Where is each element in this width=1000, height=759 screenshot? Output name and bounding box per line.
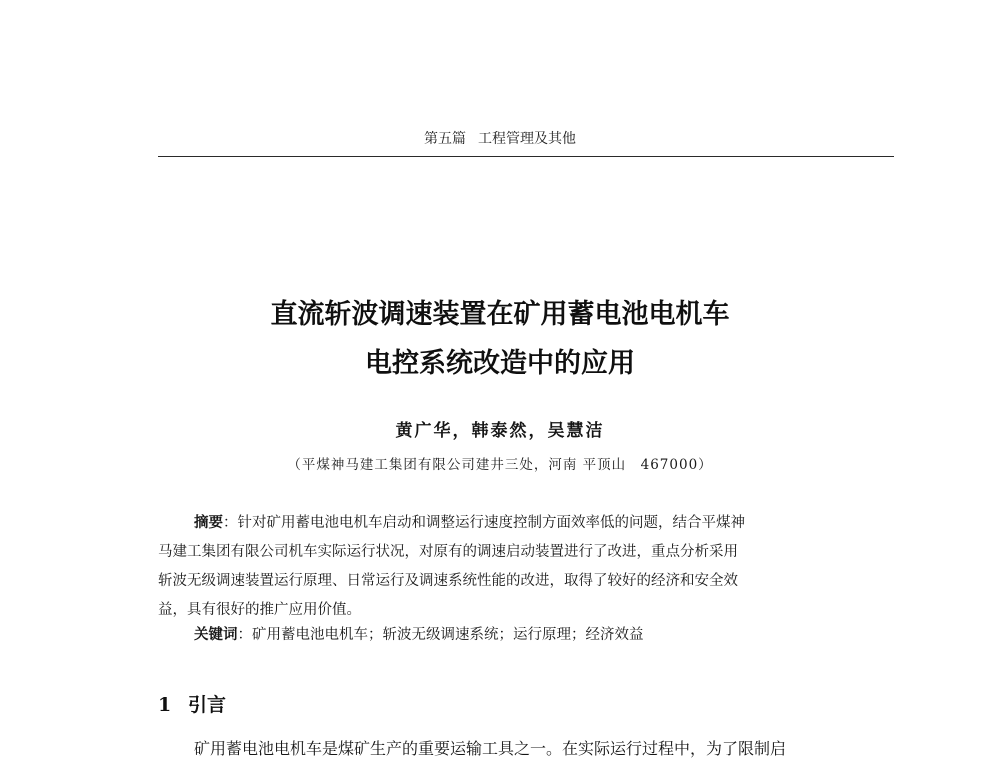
keywords [194,623,644,644]
abstract-line: 马建工集团有限公司机车实际运行状况，对原有的调速启动装置进行了改进，重点分析采用 [158,544,738,560]
keywords-text: ：矿用蓄电池电机车；斩波无级调速系统；运行原理；经济效益 [237,627,644,643]
header-rule [158,156,894,157]
section-title: 引言 [188,694,227,716]
abstract-label: 摘要 [194,515,223,531]
section-heading [158,690,226,717]
abstract-line: 益，具有很好的推广应用价值。 [158,602,361,618]
paper-title-line-2: 电控系统改造中的应用 [365,348,635,379]
body-paragraph: 矿用蓄电池电机车是煤矿生产的重要运输工具之一。在实际运行过程中，为了限制启 [194,739,787,758]
section-number: 1 [158,694,172,716]
abstract-text-1: ：针对矿用蓄电池电机车启动和调整运行速度控制方面效率低的问题，结合平煤神 [223,515,745,531]
author-list: 黄广华，韩泰然，吴慧洁 [395,421,605,441]
keywords-label: 关键词 [194,627,238,643]
running-header [0,128,1000,148]
abstract-line: 斩波无级调速装置运行原理、日常运行及调速系统性能的改进，取得了较好的经济和安全效 [158,573,738,589]
abstract [158,509,894,625]
paper-title-line-1: 直流斩波调速装置在矿用蓄电池电机车 [270,299,730,330]
running-header-part: 第五篇 [424,131,466,147]
affiliation: （平煤神马建工集团有限公司建井三处，河南 平顶山 467000） [287,457,713,473]
running-header-section: 工程管理及其他 [478,131,576,147]
abstract-line [158,509,894,538]
